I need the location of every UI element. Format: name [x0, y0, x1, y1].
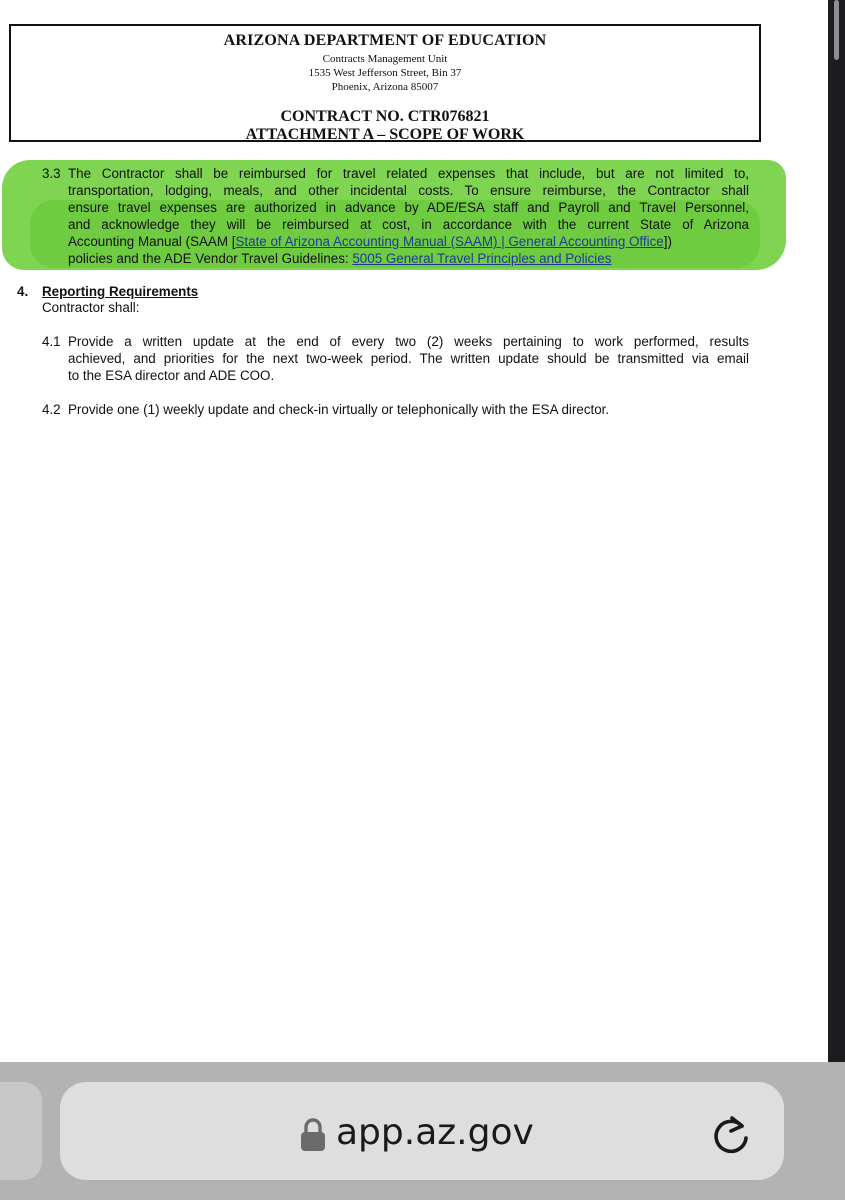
- header-street: 1535 West Jefferson Street, Bin 37: [308, 67, 462, 79]
- item-4-1-line-1: Provide a written update at the end of every two (2) weeks pertaining to work performed, results: [68, 334, 749, 349]
- header-title: ARIZONA DEPARTMENT OF EDUCATION: [223, 32, 547, 49]
- item-4-2-number: 4.2: [42, 402, 61, 417]
- section-3-3-number: 3.3: [42, 166, 61, 181]
- section-4-title: Reporting Requirements: [42, 284, 199, 299]
- header-city: Phoenix, Arizona 85007: [331, 81, 439, 93]
- travel-policy-link[interactable]: 5005 General Travel Principles and Policies: [352, 251, 612, 266]
- section-3-3-line-3: ensure travel expenses are authorized in advance by ADE/ESA staff and Payroll and Travel Personnel,: [68, 200, 749, 215]
- section-4-intro: Contractor shall:: [42, 300, 140, 315]
- section-3-3-line-6: [68, 251, 749, 266]
- document-header: [9, 24, 761, 142]
- section-3-3-line-5: [68, 234, 749, 249]
- reload-icon[interactable]: [708, 1112, 754, 1158]
- item-4-1-line-3: to the ESA director and ADE COO.: [68, 368, 275, 383]
- section-4-number: 4.: [17, 284, 29, 299]
- item-4-2-text: Provide one (1) weekly update and check-in virtually or telephonically with the ESA director.: [68, 402, 610, 417]
- scrollbar-thumb[interactable]: [834, 0, 839, 60]
- saam-link[interactable]: State of Arizona Accounting Manual (SAAM) | General Accounting Office: [235, 234, 664, 249]
- section-3-3-line-2: transportation, lodging, meals, and other incidental costs. To ensure reimburse, the Contractor shall: [68, 183, 749, 198]
- scrollbar[interactable]: [828, 0, 845, 1062]
- attachment-title: ATTACHMENT A – SCOPE OF WORK: [245, 126, 525, 143]
- section-3-3-line-4: and acknowledge they will be reimbursed at cost, in accordance with the current State of Arizona: [68, 217, 749, 232]
- lock-icon: [300, 1118, 326, 1152]
- section-3-3-line-6-prefix: policies and the ADE Vendor Travel Guidelines:: [68, 251, 353, 266]
- header-unit: Contracts Management Unit: [322, 53, 448, 65]
- previous-tab-preview[interactable]: [0, 1082, 42, 1180]
- url-text[interactable]: app.az.gov: [336, 1112, 534, 1153]
- item-4-1-number: 4.1: [42, 334, 61, 349]
- contract-number: CONTRACT NO. CTR076821: [280, 108, 490, 125]
- section-3-3-line-5-suffix: ]): [663, 234, 672, 249]
- section-3-3-line-5-prefix: Accounting Manual (SAAM [: [68, 234, 236, 249]
- section-3-3-line-1: The Contractor shall be reimbursed for travel related expenses that include, but are not limited to,: [68, 166, 749, 181]
- item-4-1-line-2: achieved, and priorities for the next two-week period. The written update should be transmitted via email: [68, 351, 749, 366]
